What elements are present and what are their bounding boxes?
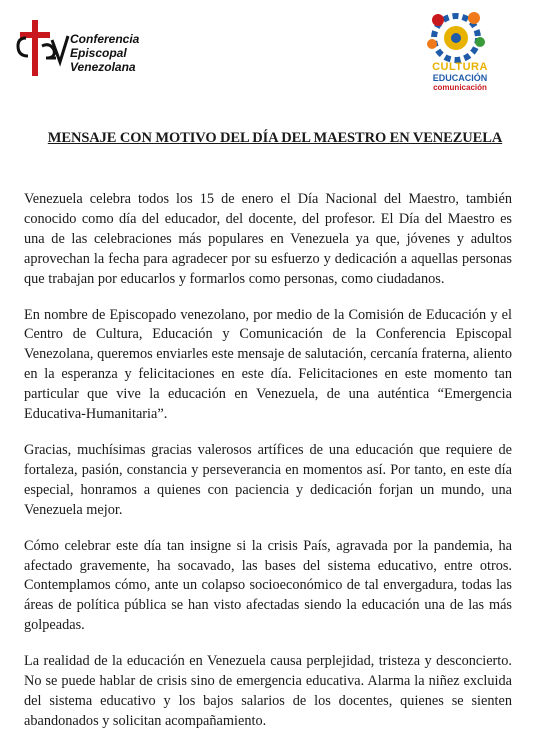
paragraph-2: En nombre de Episcopado venezolano, por medio de la Comisión de Educación y el Centro de Cultura, Educación y Comunicación de la Conferencia Episcopal Venezolana, queremos enviarles este mensaje de salutación, cercanía fraterna, aliento en la esperanza y felicitaciones en este día. Felicitaciones en este momento tan particular que vive la educación en Venezuela, de una auténtica “Emergencia Educativa-Humanitaria”. [24, 306, 512, 423]
cev-logo-text [70, 32, 139, 74]
cev-logo [14, 16, 184, 86]
cev-logo-line3: Venezolana [70, 60, 136, 74]
document-body [24, 190, 512, 748]
document-title: MENSAJE CON MOTIVO DEL DÍA DEL MAESTRO EN VENEZUELA [47, 130, 503, 146]
cev-logo-line2: Episcopal [70, 46, 127, 60]
paragraph-1: Venezuela celebra todos los 15 de enero el Día Nacional del Maestro, también conocido como día del educador, del docente, del profesor. El Día del Maestro es una de las celebraciones más populares en Venezuela ya que, jóvenes y adultos aprovechan la fecha para agradecer por su esfuerzo y dedicación a aquellas personas que trabajan por educarlos y formarlos como personas, como ciudadanos. [24, 191, 512, 287]
culture-logo-word1: CULTURA [432, 61, 488, 73]
gear-people-emblem-icon [424, 8, 488, 66]
culture-logo-word2: EDUCACIÓN [432, 73, 488, 83]
cev-cross-monogram-icon [14, 16, 74, 80]
culture-education-communication-logo [420, 8, 500, 98]
culture-logo-word3: comunicación [433, 83, 487, 92]
culture-logo-words [420, 62, 500, 92]
cev-logo-line1: Conferencia [70, 32, 140, 46]
paragraph-3: Gracias, muchísimas gracias valerosos artífices de una educación que requiere de fortaleza, pasión, constancia y perseverancia en momentos así. Por tanto, en este día especial, honramos a quienes con paciencia y dedicación forjan un mundo, una Venezuela mejor. [24, 441, 512, 518]
paragraph-5: La realidad de la educación en Venezuela causa perplejidad, tristeza y desconcierto. No se puede hablar de crisis sino de emergencia educativa. Alarma la niñez excluida del sistema educativo y los bajos salarios de los docentes, quienes se sienten abandonados y solicitan acompañamiento. [24, 653, 512, 729]
paragraph-4: Cómo celebrar este día tan insigne si la crisis País, agravada por la pandemia, ha afectado gravemente, ha socavado, las bases del sistema educativo, entre otros. Contemplamos cómo, ante un colapso socioeconómico de tal envergadura, todas las áreas de política pública se han visto afectadas siendo la educación una de las más golpeadas. [24, 537, 512, 634]
